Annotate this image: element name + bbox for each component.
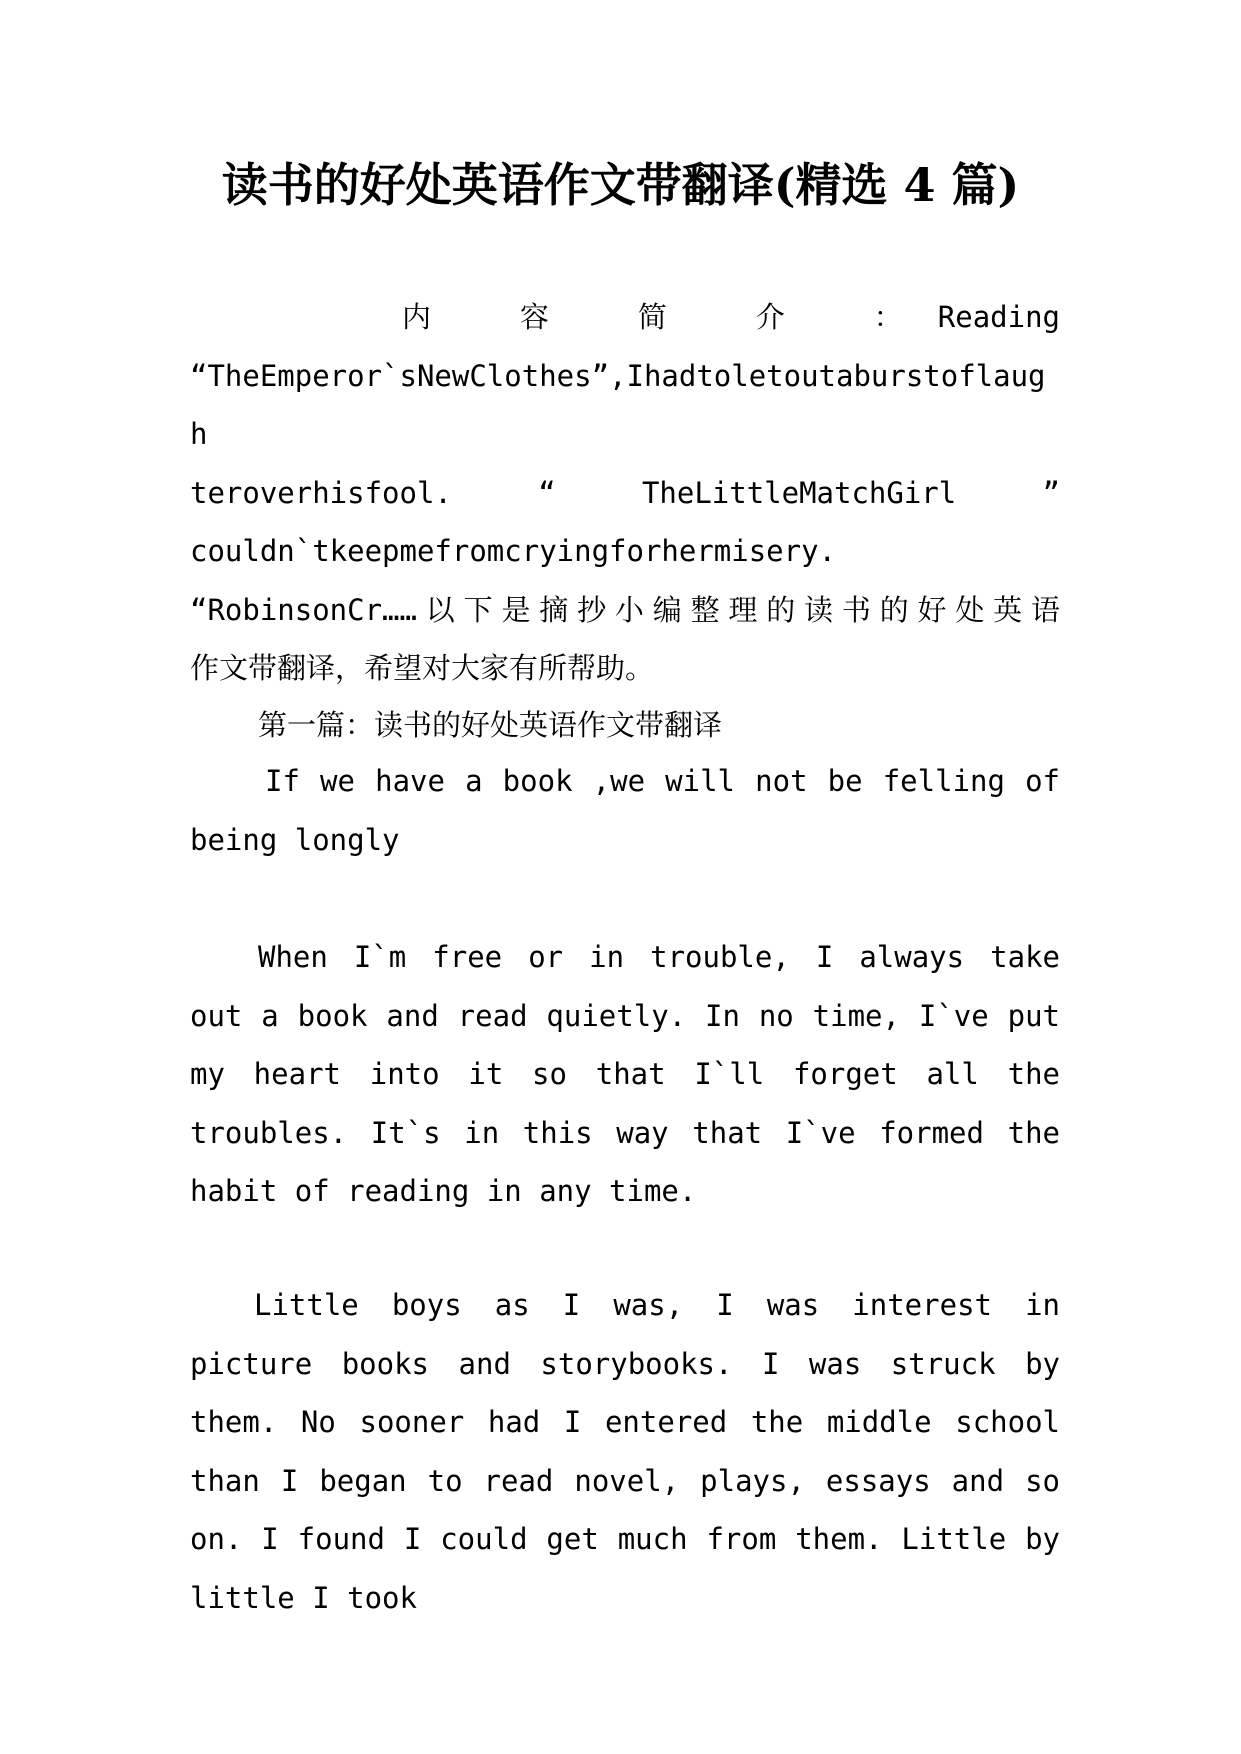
summary-line: “RobinsonCr……以下是摘抄小编整理的读书的好处英语 [190,592,1060,627]
paragraph: Little boys as I was, I was interest in picture books and storybooks. I was struck by them. No sooner had I entered the middle school than I began to read novel, plays, essays and so on. I found I could get much from them. Little by little I took [190,1288,1060,1615]
summary-block [190,288,1060,698]
document-title: 读书的好处英语作文带翻译(精选 4 篇) [221,158,1020,212]
paragraph: If we have a book ,we will not be felling of being longly [190,764,1060,857]
summary-label: 内 容 简 介 ： Reading [402,300,1060,334]
summary-line: “TheEmperor`sNewClothes”,Ihadtoletoutaburstoflaugh [190,358,1046,451]
paragraph: When I`m free or in trouble, I always take out a book and read quietly. In no time, I`ve put my heart into it so that I`ll forget all the troubles. It`s in this way that I`ve formed the habit of reading in any time. [190,940,1060,1208]
summary-line: teroverhisfool. “ TheLittleMatchGirl ” [190,475,1060,510]
summary-line: 作文带翻译，希望对大家有所帮助。 [190,651,655,685]
section-heading: 第一篇：读书的好处英语作文带翻译 [258,708,723,742]
summary-line: couldn`tkeepmefromcryingforhermisery. [190,534,837,568]
